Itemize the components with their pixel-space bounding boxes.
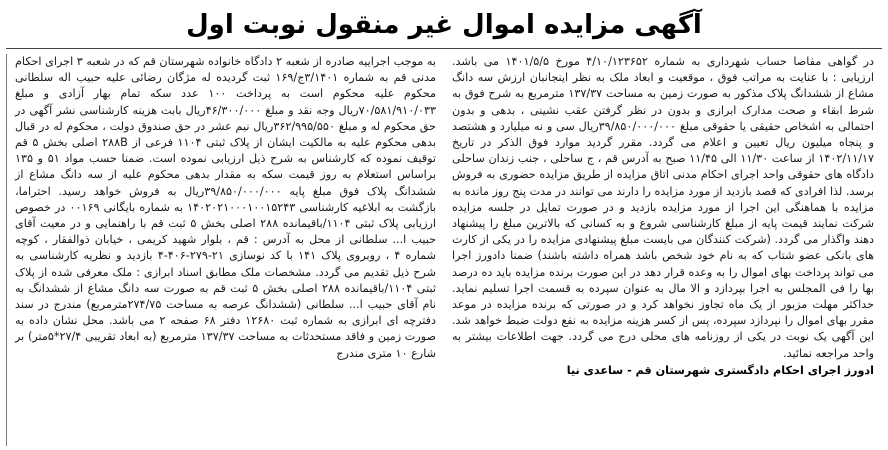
signature-line: ادورز اجرای احکام دادگستری شهرستان قم - ساعدی نیا: [566, 363, 874, 377]
title-divider: [6, 48, 882, 49]
header: [0, 4, 888, 46]
left-column: [444, 54, 882, 446]
right-column-text: به موجب اجراییه صادره از شعبه ۲ دادگاه خانواده شهرستان قم که در شعبه ۳ اجرای احکام مدنی قم به شماره ۳/۱۴۰۱ج/۱۶۹ ثبت گردیده له مژگان رضائی علیه حبیب اله سلطانی محکوم علیه محکوم است به پرداخت ۱۰۰ عدد سکه تمام بهار آزادی و مبلغ ۷۰/۵۸۱/۹۱۰/۰۳۳ریال وجه نقد و مبلغ ۴۶/۳۰۰/۰۰۰ریال بابت هزینه کارشناسی نشر آگهی در حق محکوم له و مبلغ ۳۶۲/۹۹۵/۵۵۰ریال نیم عشر در حق صندوق دولت ، محکوم له در قبال بدهی محکوم علیه به مالکیت ایشان از پلاک ثبتی ۱۱۰۴ فرعی از ۲۸۸B اصلی بخش ۵ قم توقیف نموده که کارشناس به شرح ذیل ارزیابی نموده است. ضمنا حسب مواد ۵۱ و ۱۳۵ براساس استعلام به روز قیمت سکه به مقدار بدهی محکوم علیه از سه دانگ مشاع از ششدانگ پلاک فوق مبلغ پایه ۳۹/۸۵۰/۰۰۰/۰۰۰ریال به فروش خواهد رسید. احتراما، بازگشت به ابلاغیه کارشناسی ۱۴۰۲۰۲۱۰۰۰۱۰۰۱۵۲۴۳ به شماره بایگانی ۰۰۱۶۹ در خصوص ارزیابی پلاک ثبتی ۱۱۰۴/باقیمانده ۲۸۸ اصلی بخش ۵ ثبت قم با راهنمایی و در معیت آقای حبیب ا... سلطانی از محل به آدرس : قم ، بلوار شهید کریمی ، خیابان ذوالفقار ، کوچه شماره ۴ ، روبروی پلاک ۱۴۱ با کد نوسازی ۲۱-۲۷۹-۴۰۶-۴ بازدید و نظریه کارشناسی به شرح ذیل تقدیم می گردد. مشخصات ملک مطابق اسناد ابرازی : ملک معرفی شده از پلاک ثبتی ۱۱۰۴/باقیمانده ۲۸۸ اصلی بخش ۵ ثبت قم به صورت سه دانگ مشاع از ششدانگ به نام آقای حبیب ا... سلطانی (ششدانگ عرصه به مساحت ۲۷۴/۷۵مترمربع) مندرج در سند دفترچه ای ابرازی به شماره ثبت ۱۲۶۸۰ دفتر ۶۸ صفحه ۲ می باشد. محل نشان داده به صورت زمین و فاقد مستحدثات به مساحت ۱۳۷/۳۷ مترمربع (به ابعاد تقریبی ۲۷/۴*۵متر) بر شارع ۱۰ متری مندرج: [15, 55, 437, 360]
left-column-text: در گواهی مفاصا حساب شهرداری به شماره ۴/۱۰/۱۲۳۶۵۲ مورخ ۱۴۰۱/۵/۵ می باشد. ارزیابی : با عنایت به مراتب فوق ، موقعیت و ابعاد ملک به نظر اینجانبان ارزش سه دانگ مشاع از ششدانگ پلاک مذکور به صورت زمین به مساحت ۱۳۷/۳۷ مترمربع به شرح فوق به شرط ابقاء و صحت مدارک ابرازی و بدون در نظر گرفتن عقب نشینی ، بدهی و بدون احتمالی به اشخاص حقیقی یا حقوقی مبلغ ۳۹/۸۵۰/۰۰۰/۰۰۰ریال سی و نه میلیارد و هشتصد و پنجاه میلیون ریال تعیین و اعلام می گردد. مقرر گردید موارد فوق الذکر در تاریخ ۱۴۰۲/۱۱/۱۷ از ساعت ۱۱/۳۰ الی ۱۱/۴۵ صبح به آدرس قم ، ج ساحلی ، جنب زندان ساحلی دادگاه های حقوقی واحد اجرای احکام مدنی اتاق مزایده از طریق مزایده حضوری به فروش برسد. لذا افرادی که قصد بازدید از مورد مزایده را دارند می توانند در مدت پنج روز مانده به مزایده با هماهنگی این اجرا از مورد مزایده بازدید و در صورت تمایل در جلسه مزایده شرکت نمایند قیمت پایه از مبلغ کارشناسی شروع و به کسانی که بالاترین مبلغ را پیشنهاد دهند واگذار می گردد. (شرکت کنندگان می بایست مبلغ پیشنهادی مزایده را در یکی از کارت های بانکی عضو شتاب که به نام خود شخص باشد همراه داشته باشند) ضمنا دادورز اجرا می تواند پرداخت بهای اموال را به وعده قرار دهد در این صورت برنده مزایده باید ده درصد بها را فی المجلس به اجرا بپردازد و الا مال به عنوان سپرده به قسمت اجرا تسلیم نماید. حداکثر مهلت مزبور از یک ماه تجاوز نخواهد کرد و در صورتی که برنده مزایده در موعد مقرر بهای اموال را نپردازد سپرده، پس از کسر هزینه مزایده به نفع دولت ضبط خواهد شد. این آگهی یک نوبت در یکی از روزنامه های محلی درج می گردد. جهت اطلاعات بیشتر به واحد مراجعه نمائید.: [452, 55, 874, 360]
notice-title: آگهی مزایده اموال غیر منقول نوبت اول: [186, 10, 702, 40]
right-column: [6, 54, 444, 446]
notice-body: [6, 54, 882, 446]
